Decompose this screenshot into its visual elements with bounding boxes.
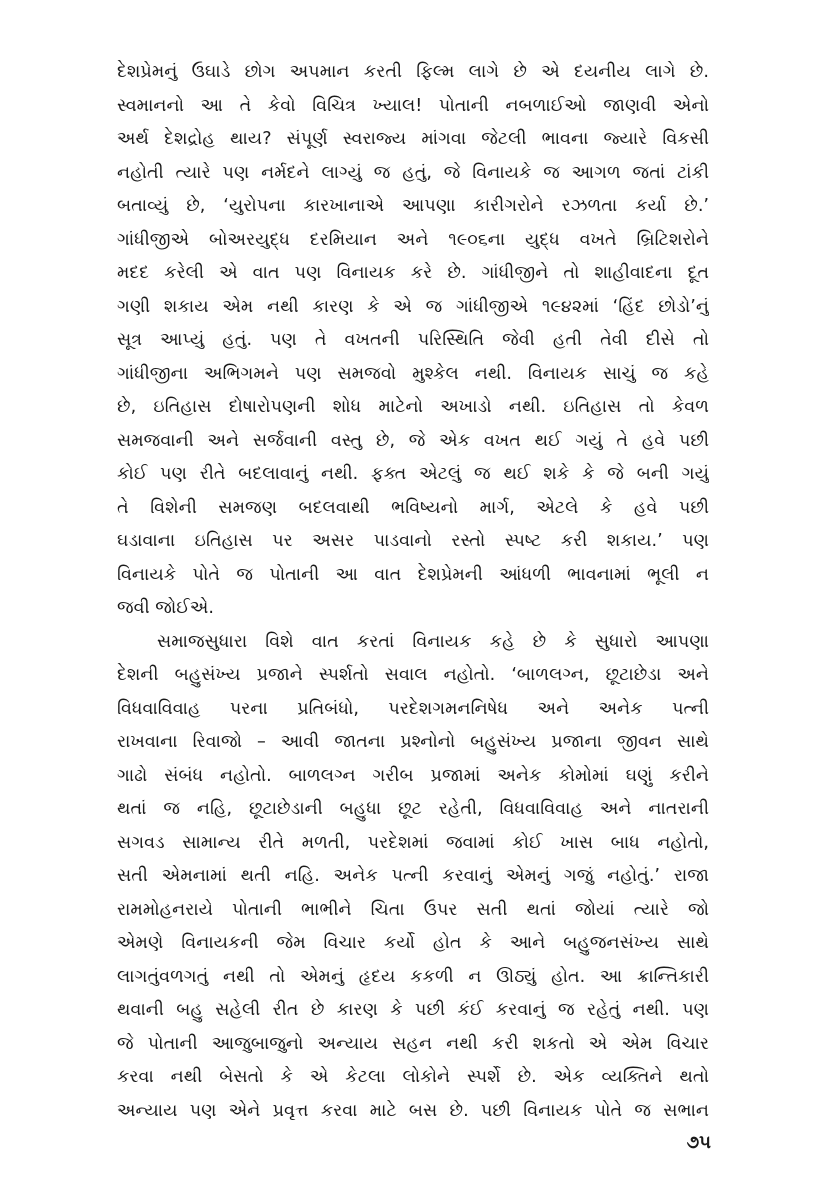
text-line: જવી જોઈએ. (117, 598, 215, 618)
text-line: થતાં જ નહિ, છૂટાછેડાની બહુધા છૂટ રહેતી, વિધવાવિવાહ અને નાતરાની (117, 799, 709, 819)
text-line: ગાંધીજીના અભિગમને પણ સમજવો મુશ્કેલ નથી. વિનાયક સાચું જ કહે (117, 363, 709, 384)
text-line: મદદ કરેલી એ વાત પણ વિનાયક કરે છે. ગાંધીજીને તો શાહીવાદના દૂત (117, 263, 709, 283)
body-text (117, 56, 709, 1128)
text-line: લાગતુંવળગતું નથી તો એમનું હૃદય કકળી ન ઊઠ્યું હોત. આ ક્રાન્તિકારી (117, 966, 709, 987)
text-line: કરવા નથી બેસતો કે એ કેટલા લોકોને સ્પર્શે છે. એક વ્યક્તિને થતો (117, 1067, 709, 1087)
text-line: દેશપ્રેમનું ઉઘાડે છોગ અપમાન કરતી ફિલ્મ લાગે છે એ દયનીય લાગે છે. (117, 62, 709, 82)
text-line: સમાજસુધારા વિશે વાત કરતાં વિનાયક કહે છે કે સુધારો આપણા (157, 631, 709, 652)
text-line: ગાઢો સંબંધ નહોતો. બાળલગ્ન ગરીબ પ્રજામાં અનેક કોમોમાં ઘણું કરીને (117, 765, 709, 786)
text-line: જે પોતાની આજુબાજુનો અન્યાય સહન નથી કરી શકતો એ એમ વિચાર (117, 1033, 709, 1054)
paragraph (117, 626, 709, 1129)
text-line: નહોતી ત્યારે પણ નર્મદને લાગ્યું જ હતું, જે વિનાયકે જ આગળ જતાં ટાંકી (117, 162, 709, 183)
text-line: અન્યાય પણ એને પ્રવૃત્ત કરવા માટે બસ છે. પછી વિનાયક પોતે જ સભાન (117, 1100, 709, 1121)
text-line: વિનાયકે પોતે જ પોતાની આ વાત દેશપ્રેમની આંધળી ભાવનામાં ભૂલી ન (117, 564, 709, 585)
text-line: એમણે વિનાયકની જેમ વિચાર કર્યો હોત કે આને બહુજનસંખ્ય સાથે (117, 933, 709, 953)
text-line: ગણી શકાય એમ નથી કારણ કે એ જ ગાંધીજીએ ૧૯૪૨માં ‘હિંદ છોડો’નું (117, 296, 709, 317)
text-line: રાખવાના રિવાજો – આવી જાતના પ્રશ્નોનો બહુસંખ્ય પ્રજાના જીવન સાથે (117, 732, 709, 752)
text-line: બતાવ્યું છે, ‘યુરોપના કારખાનાએ આપણા કારીગરોને રઝળતા કર્યા છે.’ (117, 196, 709, 216)
text-line: ગાંધીજીએ બોઅરયુદ્ધ દરમિયાન અને ૧૯૦૬ના યુદ્ધ વખતે બ્રિટિશરોને (117, 229, 709, 250)
text-line: દેશની બહુસંખ્ય પ્રજાને સ્પર્શતો સવાલ નહોતો. ‘બાળલગ્ન, છૂટાછેડા અને (117, 665, 709, 685)
text-line: સગવડ સામાન્ય રીતે મળતી, પરદેશમાં જવામાં કોઈ ખાસ બાધ નહોતો, (117, 832, 709, 853)
text-line: ઘડાવાના ઇતિહાસ પર અસર પાડવાનો રસ્તો સ્પષ્ટ કરી શકાય.’ પણ (117, 531, 709, 551)
text-line: છે, ઇતિહાસ દોષારોપણની શોધ માટેનો અખાડો નથી. ઇતિહાસ તો કેવળ (117, 397, 709, 417)
text-line: થવાની બહુ સહેલી રીત છે કારણ કે પછી કંઈ કરવાનું જ રહેતું નથી. પણ (117, 1000, 709, 1020)
text-line: સૂત્ર આપ્યું હતું. પણ તે વખતની પરિસ્થિતિ જેવી હતી તેવી દીસે તો (117, 330, 709, 350)
page-number: ૭૫ (686, 1132, 711, 1153)
text-line: સમજવાની અને સર્જવાની વસ્તુ છે, જે એક વખત થઈ ગયું તે હવે પછી (117, 430, 709, 451)
text-line: અર્થ દેશદ્રોહ થાય? સંપૂર્ણ સ્વરાજ્ય માંગવા જેટલી ભાવના જ્યારે વિકસી (117, 129, 709, 149)
text-line: સ્વમાનનો આ તે કેવો વિચિત્ર ખ્યાલ! પોતાની નબળાઈઓ જાણવી એનો (117, 95, 709, 116)
text-line: રામમોહનરાયે પોતાની ભાભીને ચિતા ઉપર સતી થતાં જોયાં ત્યારે જો (117, 899, 709, 920)
text-line: સતી એમનામાં થતી નહિ. અનેક પત્ની કરવાનું એમનું ગજું નહોતું.’ રાજા (117, 866, 709, 886)
paragraph (117, 56, 709, 626)
text-line: વિધવાવિવાહ પરના પ્રતિબંધો, પરદેશગમનનિષેધ અને અનેક પત્ની (117, 698, 709, 719)
text-line: તે વિશેની સમજણ બદલવાથી ભવિષ્યનો માર્ગ, એટલે કે હવે પછી (117, 497, 709, 518)
text-line: કોઈ પણ રીતે બદલાવાનું નથી. ફક્ત એટલું જ થઈ શકે કે જે બની ગયું (117, 464, 709, 484)
